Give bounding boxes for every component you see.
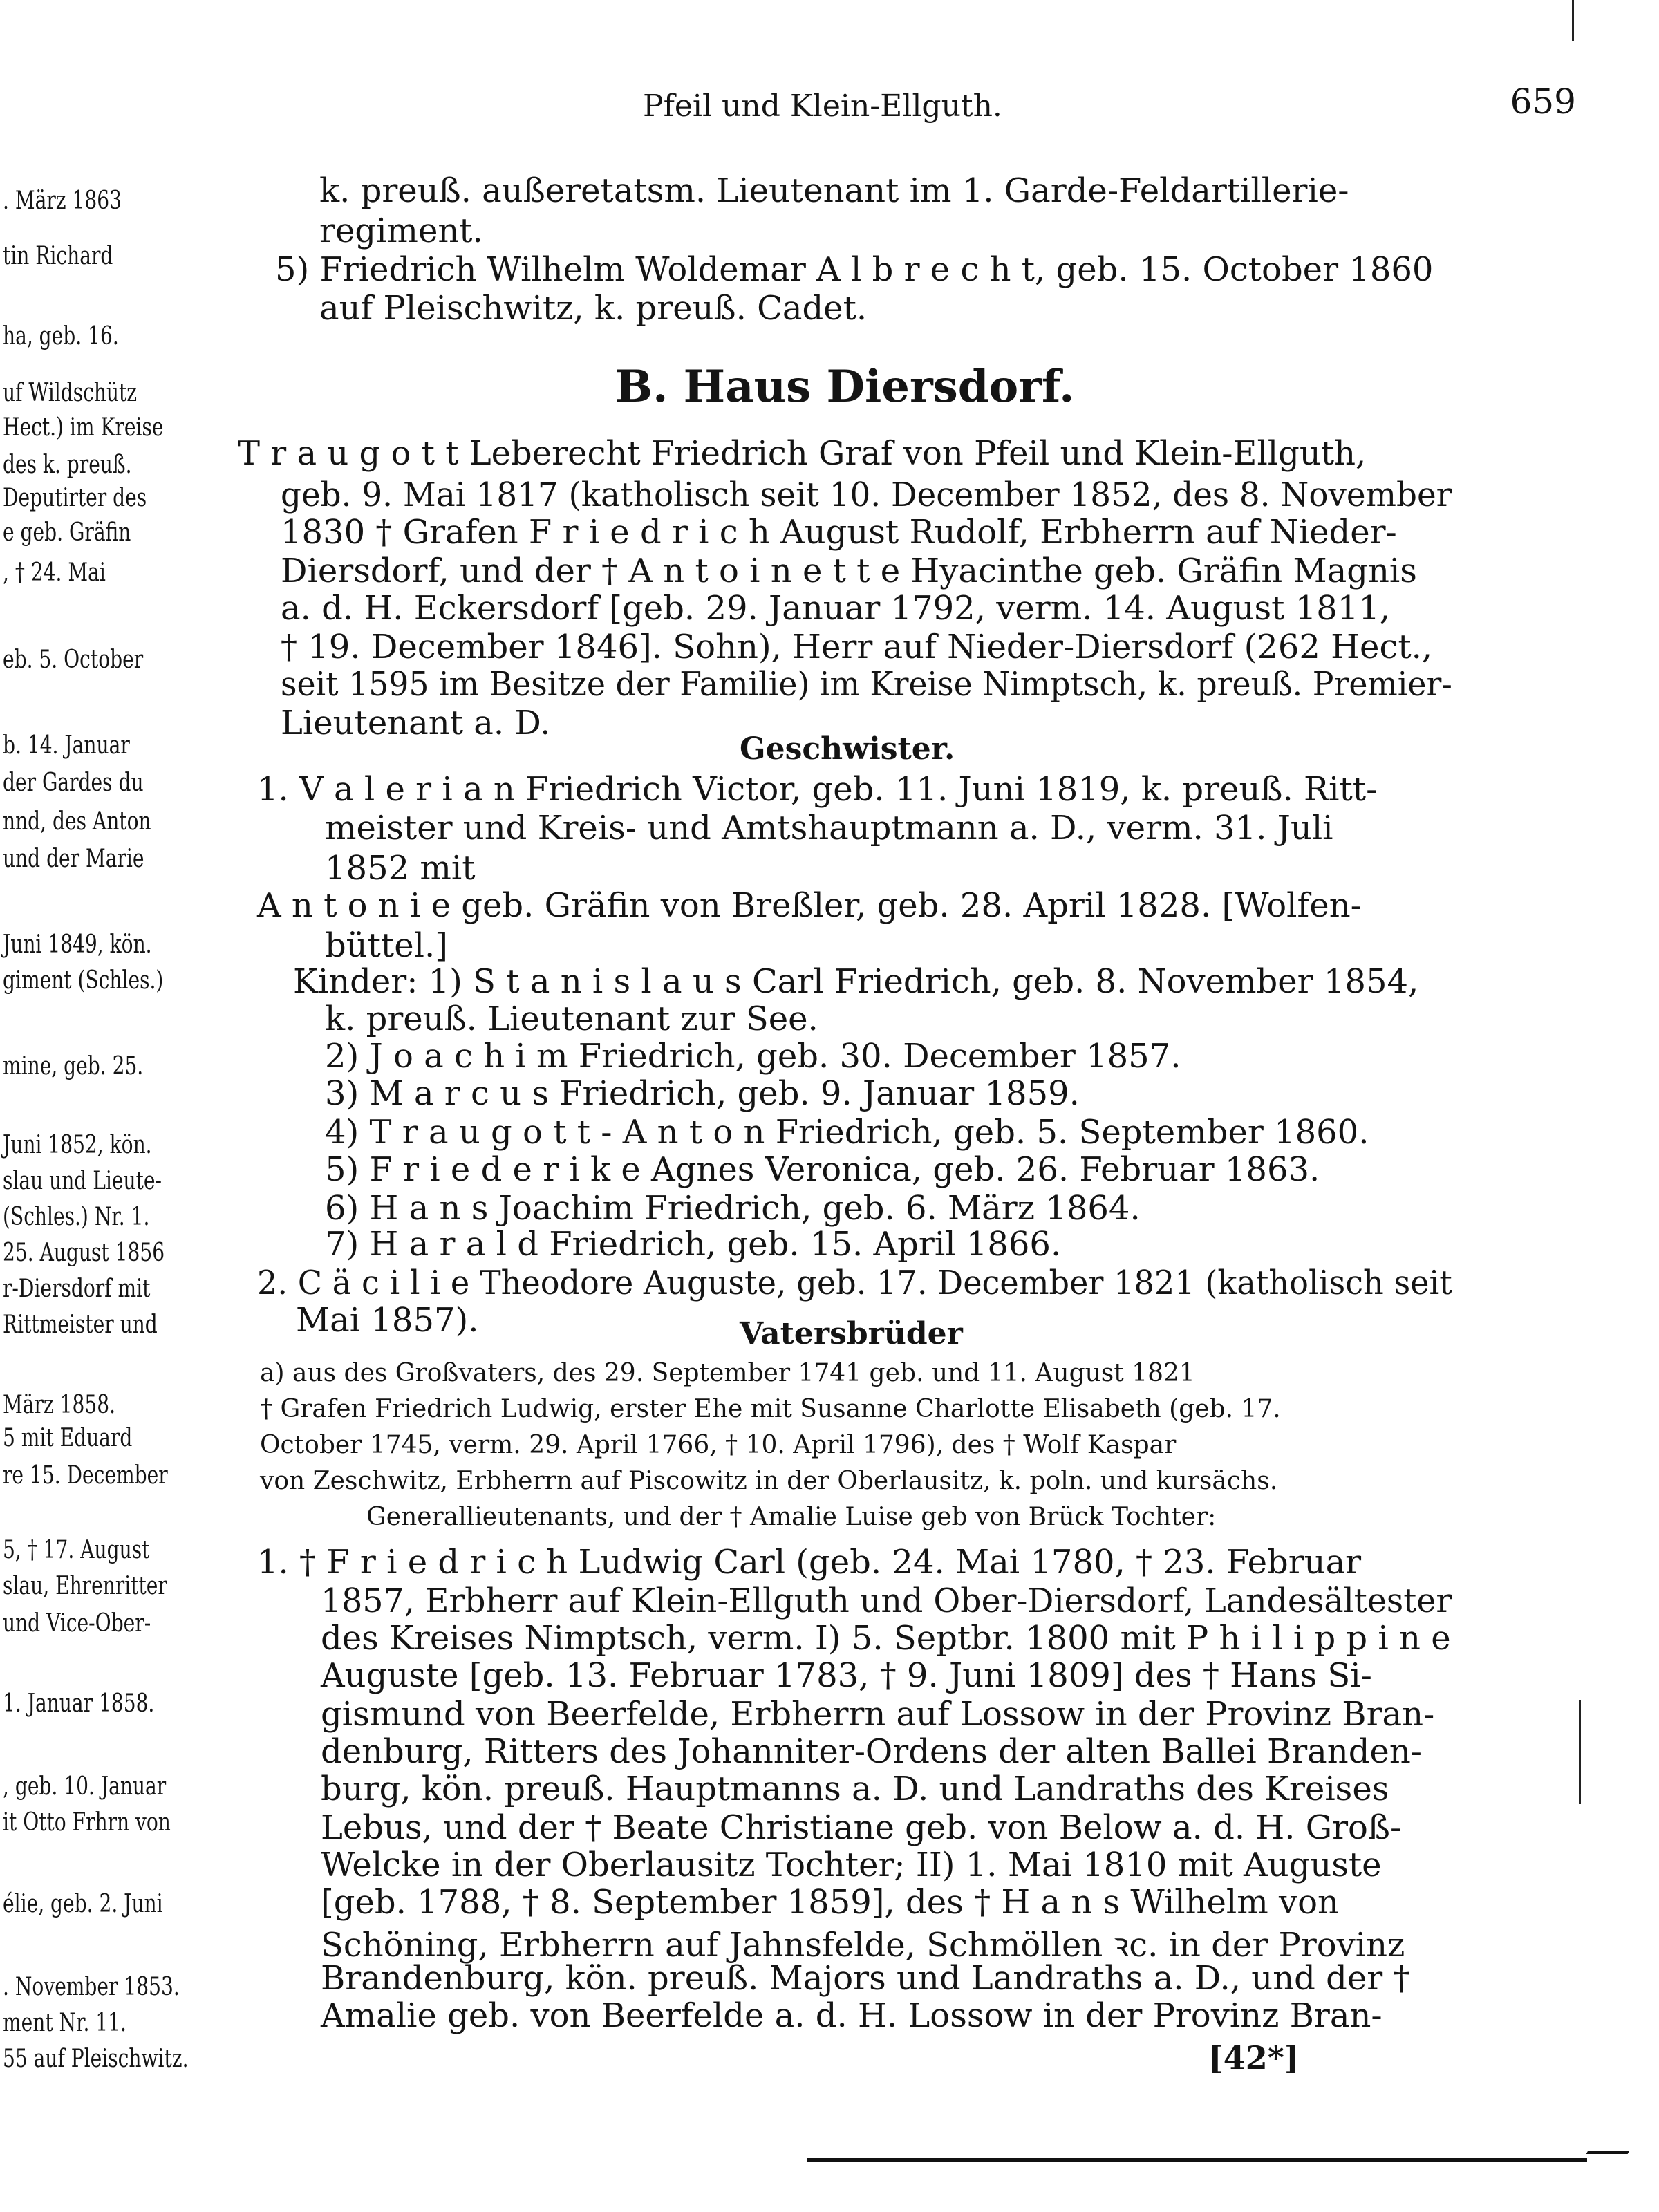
text-line: † 19. December 1846]. Sohn), Herr auf Nieder-Diersdorf (262 Hect., (281, 628, 1433, 666)
margin-fragment-line: (Schles.) Nr. 1. (3, 1203, 150, 1231)
text-line: k. preuß. Lieutenant zur See. (325, 1000, 818, 1038)
text-line: a. d. H. Eckersdorf [geb. 29. Januar 1792, verm. 14. August 1811, (281, 589, 1391, 628)
margin-fragment-line: tin Richard (3, 242, 113, 270)
margin-fragment-line: Juni 1852, kön. (3, 1131, 152, 1159)
margin-fragment-line: der Gardes du (3, 769, 144, 797)
text-line: 5) Friedrich Wilhelm Woldemar A l b r e c h t, geb. 15. October 1860 (275, 250, 1434, 289)
text-line: a) aus des Großvaters, des 29. September 1741 geb. und 11. August 1821 (260, 1359, 1195, 1387)
text-line: 3) M a r c u s Friedrich, geb. 9. Januar 1859. (325, 1074, 1080, 1113)
text-line: k. preuß. außeretatsm. Lieutenant im 1. Garde-Feldartillerie- (319, 171, 1349, 210)
margin-fragment-line: , geb. 10. Januar (3, 1772, 167, 1801)
margin-fragment-line: eb. 5. October (3, 646, 144, 674)
margin-fragment-line: März 1858. (3, 1391, 116, 1419)
margin-fragment-line: und der Marie (3, 845, 144, 873)
text-line: 4) T r a u g o t t - A n t o n Friedrich, geb. 5. September 1860. (325, 1113, 1369, 1152)
margin-fragment-line: Deputirter des (3, 484, 147, 512)
margin-fragment-line: . März 1863 (3, 187, 122, 215)
text-line: seit 1595 im Besitze der Familie) im Kreise Nimptsch, k. preuß. Premier- (281, 665, 1452, 704)
text-line: Mai 1857). (296, 1301, 479, 1340)
margin-fragment-line: uf Wildschütz (3, 379, 138, 407)
text-line: 2) J o a c h i m Friedrich, geb. 30. December 1857. (325, 1037, 1181, 1076)
text-line: geb. 9. Mai 1817 (katholisch seit 10. December 1852, des 8. November (281, 476, 1452, 514)
text-line: von Zeschwitz, Erbherrn auf Piscowitz in der Oberlausitz, k. poln. und kursächs. (260, 1467, 1278, 1495)
signature-mark: [42*] (1208, 2039, 1300, 2077)
margin-fragment-line: élie, geb. 2. Juni (3, 1890, 163, 1918)
margin-fragment-line: 5 mit Eduard (3, 1424, 133, 1452)
text-line: Welcke in der Oberlausitz Tochter; II) 1. Mai 1810 mit Auguste (321, 1846, 1382, 1884)
text-line: Brandenburg, kön. preuß. Majors und Landraths a. D., und der † (321, 1959, 1410, 1998)
text-line: Lieutenant a. D. (281, 704, 551, 742)
uncles-heading: Vatersbrüder (740, 1316, 963, 1351)
margin-fragment-line: giment (Schles.) (3, 966, 164, 995)
text-line: 6) H a n s Joachim Friedrich, geb. 6. März 1864. (325, 1189, 1141, 1228)
text-line: A n t o n i e geb. Gräfin von Breßler, geb. 28. April 1828. [Wolfen- (257, 886, 1362, 925)
text-line: büttel.] (325, 926, 448, 965)
bottom-rule-flourish (1578, 2151, 1629, 2168)
text-line: † Grafen Friedrich Ludwig, erster Ehe mit Susanne Charlotte Elisabeth (geb. 17. (260, 1395, 1281, 1423)
text-line: 2. C ä c i l i e Theodore Auguste, geb. 17. December 1821 (katholisch seit (257, 1264, 1452, 1302)
margin-fragment-line: slau, Ehrenritter (3, 1572, 167, 1600)
margin-fragment-line: it Otto Frhrn von (3, 1808, 171, 1837)
margin-fragment-line: 5, † 17. August (3, 1536, 150, 1564)
text-line: auf Pleischwitz, k. preuß. Cadet. (319, 289, 868, 328)
margin-fragment-line: nnd, des Anton (3, 807, 151, 836)
section-title: B. Haus Diersdorf. (615, 361, 1075, 413)
margin-fragment-line: . November 1853. (3, 1973, 180, 2001)
margin-fragment-line: Juni 1849, kön. (3, 930, 152, 959)
margin-fragment-line: , † 24. Mai (3, 559, 106, 587)
text-line: des Kreises Nimptsch, verm. I) 5. Septbr. 1800 mit P h i l i p p i n e (321, 1619, 1451, 1658)
page-edge-mark (1579, 1700, 1581, 1804)
margin-fragment-line: r-Diersdorf mit (3, 1275, 151, 1303)
text-line: 1. † F r i e d r i c h Ludwig Carl (geb. 24. Mai 1780, † 23. Februar (257, 1543, 1362, 1582)
page-edge-mark (1572, 0, 1574, 41)
text-line: 1852 mit (325, 849, 476, 888)
siblings-heading: Geschwister. (740, 731, 955, 767)
text-line: Kinder: 1) S t a n i s l a u s Carl Friedrich, geb. 8. November 1854, (293, 962, 1419, 1001)
margin-fragment-line: ment Nr. 11. (3, 2009, 126, 2037)
margin-fragment-line: e geb. Gräfin (3, 518, 131, 547)
margin-fragment-line: Rittmeister und (3, 1311, 158, 1339)
bottom-rule (807, 2158, 1587, 2162)
text-line: Schöning, Erbherrn auf Jahnsfelde, Schmöllen ꝛc. in der Provinz (321, 1926, 1405, 1965)
text-line: 1. V a l e r i a n Friedrich Victor, geb. 11. Juni 1819, k. preuß. Ritt- (257, 770, 1378, 809)
text-line: Diersdorf, und der † A n t o i n e t t e Hyacinthe geb. Gräfin Magnis (281, 552, 1417, 590)
margin-fragment-line: 25. August 1856 (3, 1239, 165, 1267)
page-number: 659 (1510, 82, 1576, 122)
margin-fragment-line: 1. Januar 1858. (3, 1689, 155, 1718)
margin-fragment-line: slau und Lieute- (3, 1167, 162, 1195)
text-line: denburg, Ritters des Johanniter-Ordens der alten Ballei Branden- (321, 1732, 1422, 1771)
margin-fragment-line: 55 auf Pleischwitz. (3, 2045, 189, 2073)
text-line: Auguste [geb. 13. Februar 1783, † 9. Juni 1809] des † Hans Si- (321, 1656, 1372, 1695)
text-line: gismund von Beerfelde, Erbherrn auf Lossow in der Provinz Bran- (321, 1695, 1435, 1734)
margin-fragment-line: Hect.) im Kreise (3, 413, 164, 442)
text-line: T r a u g o t t Leberecht Friedrich Graf von Pfeil und Klein-Ellguth, (238, 434, 1367, 473)
text-line: Generallieutenants, und der † Amalie Luise geb von Brück Tochter: (366, 1503, 1217, 1531)
text-line: meister und Kreis- und Amtshauptmann a. D., verm. 31. Juli (325, 809, 1333, 847)
text-line: October 1745, verm. 29. April 1766, † 10. April 1796), des † Wolf Kaspar (260, 1431, 1177, 1459)
margin-fragment-line: mine, geb. 25. (3, 1052, 144, 1080)
text-line: 7) H a r a l d Friedrich, geb. 15. April 1866. (325, 1225, 1062, 1264)
margin-fragment-line: und Vice-Ober- (3, 1609, 151, 1638)
text-line: regiment. (319, 212, 483, 250)
text-line: [geb. 1788, † 8. September 1859], des † H a n s Wilhelm von (321, 1883, 1339, 1922)
margin-fragment-line: re 15. December (3, 1461, 168, 1490)
text-line: Lebus, und der † Beate Christiane geb. von Below a. d. H. Groß- (321, 1808, 1402, 1847)
text-line: 1830 † Grafen F r i e d r i c h August Rudolf, Erbherrn auf Nieder- (281, 513, 1397, 552)
running-header: Pfeil und Klein-Ellguth. (643, 88, 1002, 124)
text-line: 5) F r i e d e r i k e Agnes Veronica, geb. 26. Februar 1863. (325, 1150, 1320, 1189)
margin-fragment-line: b. 14. Januar (3, 731, 130, 760)
margin-fragment-line: des k. preuß. (3, 451, 132, 479)
text-line: burg, kön. preuß. Hauptmanns a. D. und Landraths des Kreises (321, 1770, 1389, 1808)
text-line: 1857, Erbherr auf Klein-Ellguth und Ober-Diersdorf, Landesältester (321, 1582, 1452, 1620)
margin-fragment-line: ha, geb. 16. (3, 322, 119, 350)
text-line: Amalie geb. von Beerfelde a. d. H. Lossow in der Provinz Bran- (321, 1996, 1382, 2035)
